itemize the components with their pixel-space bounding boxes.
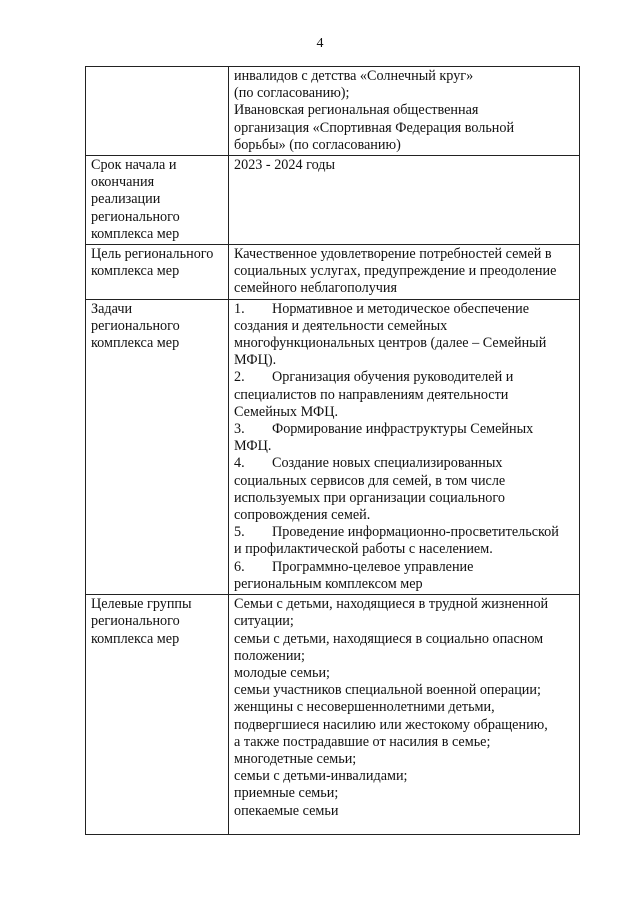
task-item: [234, 559, 574, 593]
task-text: многофункциональных центров (далее – Семейный: [234, 335, 547, 352]
label-line: комплекса мер: [91, 335, 180, 352]
text-line: семьи с детьми-инвалидами;: [234, 768, 408, 785]
label-line: Задачи: [91, 300, 133, 317]
task-text: используемых при организации социального: [234, 489, 505, 506]
program-passport-table: [85, 66, 580, 835]
task-number: 6.: [234, 558, 245, 575]
task-text: социальных сервисов для семей, в том числе: [234, 472, 506, 489]
label-line: регионального: [91, 613, 180, 630]
term-value-cell: [229, 156, 580, 245]
text-line: приемные семьи;: [234, 785, 339, 802]
text-line: а также пострадавшие от насилия в семье;: [234, 733, 491, 750]
label-line: комплекса мер: [91, 263, 180, 280]
task-number: 3.: [234, 421, 245, 438]
table-row: [86, 156, 580, 245]
goal-label-cell: [86, 245, 229, 300]
label-line: комплекса мер: [91, 225, 180, 242]
task-text: Создание новых специализированных: [272, 455, 503, 472]
task-text: создания и деятельности семейных: [234, 317, 448, 334]
label-line: комплекса мер: [91, 630, 180, 647]
text-line: Семьи с детьми, находящиеся в трудной жизненной: [234, 596, 549, 613]
groups-label-cell: [86, 595, 229, 835]
tasks-label-cell: [86, 299, 229, 594]
label-line: реализации: [91, 191, 161, 208]
task-item: [234, 369, 574, 421]
text-line: семейного неблагополучия: [234, 280, 398, 297]
text-line: борьбы» (по согласованию): [234, 136, 401, 153]
text-line: положении;: [234, 647, 305, 664]
text-line: организация «Спортивная Федерация вольной: [234, 119, 515, 136]
page-number: 4: [316, 36, 324, 51]
task-item: [234, 455, 574, 524]
participants-continuation-cell: [229, 67, 580, 156]
text-line: (по согласованию);: [234, 85, 350, 102]
label-line: Цель регионального: [91, 246, 214, 263]
text-line: подвергшиеся насилию или жестокому обращению,: [234, 716, 548, 733]
task-text: Проведение информационно-просветительской: [272, 524, 559, 541]
task-number: 2.: [234, 369, 245, 386]
text-line: семьи с детьми, находящиеся в социально опасном: [234, 630, 544, 647]
label-line: Целевые группы: [91, 596, 192, 613]
goal-value-cell: [229, 245, 580, 300]
task-text: Программно-целевое управление: [272, 558, 474, 575]
label-line: окончания: [91, 174, 155, 191]
tasks-value-cell: [229, 299, 580, 594]
text-line: инвалидов с детства «Солнечный круг»: [234, 68, 474, 84]
task-text: МФЦ.: [234, 438, 272, 455]
text-line: многодетные семьи;: [234, 750, 357, 767]
task-text: Семейных МФЦ.: [234, 403, 338, 420]
text-line: ситуации;: [234, 613, 294, 630]
label-cell-empty: [86, 67, 229, 156]
table-row: [86, 67, 580, 156]
text-line: опекаемые семьи: [234, 802, 339, 819]
task-text: региональным комплексом мер: [234, 575, 423, 592]
task-item: [234, 301, 574, 370]
task-text: Нормативное и методическое обеспечение: [272, 300, 530, 317]
text-line: социальных услугах, предупреждение и преодоление: [234, 263, 557, 280]
task-number: 5.: [234, 524, 245, 541]
task-text: Формирование инфраструктуры Семейных: [272, 421, 534, 438]
task-text: специалистов по направлениям деятельности: [234, 386, 509, 403]
task-text: МФЦ).: [234, 352, 277, 369]
text-line: молодые семьи;: [234, 664, 330, 681]
table-row: [86, 595, 580, 835]
text-line: женщины с несовершеннолетними детьми,: [234, 699, 495, 716]
label-line: регионального: [91, 208, 180, 225]
table-row: [86, 245, 580, 300]
task-number: 1.: [234, 300, 245, 317]
text-line: Качественное удовлетворение потребностей семей в: [234, 246, 552, 263]
task-text: и профилактической работы с населением.: [234, 541, 493, 558]
term-label-cell: [86, 156, 229, 245]
task-text: сопровождения семей.: [234, 507, 371, 524]
label-line: Срок начала и: [91, 157, 177, 174]
task-text: Организация обучения руководителей и: [272, 369, 514, 386]
task-number: 4.: [234, 455, 245, 472]
term-value: 2023 - 2024 годы: [234, 157, 336, 174]
text-line: Ивановская региональная общественная: [234, 102, 479, 119]
label-line: регионального: [91, 317, 180, 334]
groups-value-cell: [229, 595, 580, 835]
task-item: [234, 524, 574, 558]
table-row: [86, 299, 580, 594]
text-line: семьи участников специальной военной операции;: [234, 682, 541, 699]
task-item: [234, 421, 574, 455]
